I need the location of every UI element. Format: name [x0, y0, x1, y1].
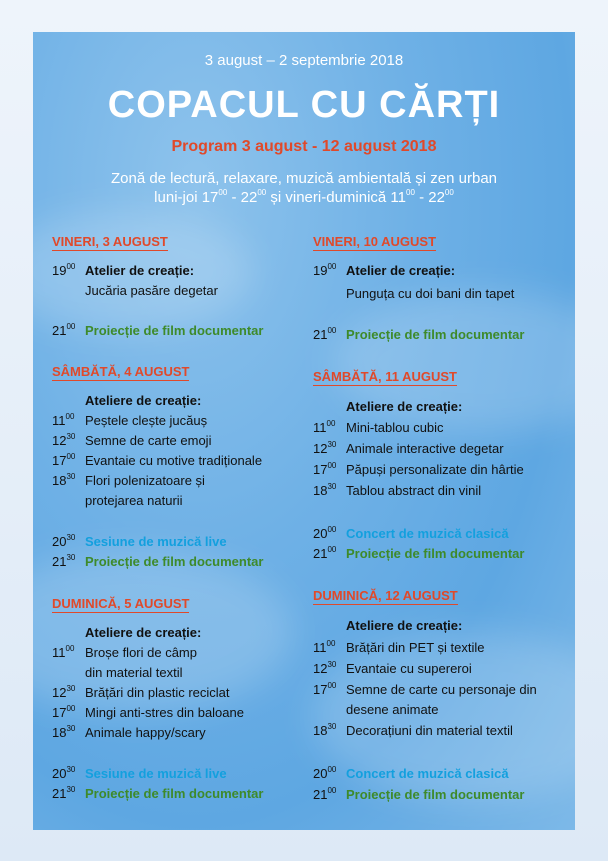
- activity: Brățări din PET și textile: [346, 640, 485, 655]
- time: [313, 766, 336, 781]
- activity: Sesiune de muzică live: [85, 534, 227, 549]
- activity: Concert de muzică clasică: [346, 526, 509, 541]
- time: [52, 685, 75, 700]
- time-minute: 00: [327, 545, 337, 554]
- hours-part: luni-joi 17: [154, 189, 219, 206]
- hours-part: și vineri-duminică 11: [266, 189, 406, 206]
- time: [52, 453, 75, 468]
- time: [52, 766, 75, 781]
- activity: Punguța cu doi bani din tapet: [346, 286, 515, 301]
- time-hour: 17: [313, 682, 328, 697]
- time: [52, 645, 74, 660]
- activity: Animale happy/scary: [85, 725, 206, 740]
- time-minute: 00: [327, 461, 337, 470]
- time-hour: 12: [313, 441, 328, 456]
- time-minute: 00: [326, 639, 336, 648]
- activity: Proiecție de film documentar: [346, 787, 525, 802]
- hours-sup: 00: [406, 188, 415, 197]
- time: [313, 640, 335, 655]
- time-minute: 30: [327, 660, 337, 669]
- time: [313, 441, 336, 456]
- activity: Brățări din plastic reciclat: [85, 685, 230, 700]
- activity: Proiecție de film documentar: [85, 554, 264, 569]
- time: [313, 723, 336, 738]
- program-range: Program 3 august - 12 august 2018: [171, 138, 437, 155]
- time-minute: 30: [66, 533, 76, 542]
- activity: Concert de muzică clasică: [346, 766, 509, 781]
- time-hour: 19: [52, 263, 67, 278]
- activity: Jucăria pasăre degetar: [85, 283, 218, 298]
- time-minute: 30: [327, 482, 337, 491]
- activity: Semne de carte cu personaje din: [346, 682, 537, 697]
- time: [313, 682, 336, 697]
- time: [52, 473, 75, 488]
- activity: Păpuși personalizate din hârtie: [346, 462, 524, 477]
- opening-hours: [33, 189, 575, 206]
- time-hour: 18: [52, 725, 67, 740]
- time: [313, 787, 336, 802]
- time-hour: 11: [313, 420, 327, 435]
- time-hour: 21: [313, 327, 328, 342]
- time-minute: 00: [66, 452, 76, 461]
- time-hour: 20: [313, 526, 328, 541]
- time-hour: 21: [313, 787, 328, 802]
- activity: Flori polenizatoare și: [85, 473, 205, 488]
- activity: Atelier de creație:: [85, 263, 195, 278]
- time-minute: 00: [66, 704, 76, 713]
- time-minute: 30: [66, 684, 76, 693]
- day-heading: VINERI, 10 AUGUST: [313, 234, 437, 249]
- activity: Proiecție de film documentar: [85, 786, 264, 801]
- time-minute: 30: [66, 553, 76, 562]
- day-heading: DUMINICĂ, 12 AUGUST: [313, 588, 458, 603]
- day-heading: DUMINICĂ, 5 AUGUST: [52, 596, 190, 611]
- time-minute: 00: [65, 644, 75, 653]
- time: [313, 420, 335, 435]
- activity: Ateliere de creație:: [346, 618, 463, 633]
- time-hour: 21: [52, 323, 67, 338]
- time-minute: 30: [327, 440, 337, 449]
- time-hour: 21: [52, 554, 67, 569]
- event-dates: 3 august – 2 septembrie 2018: [204, 52, 404, 69]
- time: [52, 323, 75, 338]
- activity: desene animate: [346, 702, 439, 717]
- activity: Proiecție de film documentar: [346, 546, 525, 561]
- time-hour: 17: [52, 453, 67, 468]
- time-hour: 20: [52, 534, 67, 549]
- time: [52, 263, 75, 278]
- time-minute: 00: [326, 419, 336, 428]
- activity: Semne de carte emoji: [85, 433, 212, 448]
- time: [52, 786, 75, 801]
- activity: Tablou abstract din vinil: [346, 483, 482, 498]
- time: [313, 327, 336, 342]
- time-hour: 18: [313, 483, 328, 498]
- time-hour: 21: [52, 786, 67, 801]
- hours-part: - 22: [414, 189, 445, 206]
- activity: Evantaie cu supereroi: [346, 661, 472, 676]
- time-minute: 30: [66, 765, 76, 774]
- time: [313, 263, 336, 278]
- time-hour: 11: [52, 645, 66, 660]
- time-hour: 20: [313, 766, 328, 781]
- hours-sup: 00: [257, 188, 267, 197]
- activity: Ateliere de creație:: [346, 399, 463, 414]
- time-hour: 11: [313, 640, 327, 655]
- activity: Evantaie cu motive tradiționale: [85, 453, 263, 468]
- time: [52, 705, 75, 720]
- time-minute: 00: [327, 765, 337, 774]
- time-hour: 18: [313, 723, 328, 738]
- time: [52, 725, 75, 740]
- time-hour: 20: [52, 766, 67, 781]
- activity: din material textil: [85, 665, 183, 680]
- time-hour: 11: [52, 413, 66, 428]
- time: [313, 526, 336, 541]
- time: [52, 534, 75, 549]
- hours-part: - 22: [227, 189, 258, 206]
- zone-description: Zonă de lectură, relaxare, muzică ambientală și zen urban: [110, 170, 498, 187]
- time: [52, 413, 74, 428]
- activity: Mini-tablou cubic: [346, 420, 444, 435]
- activity: Broșe flori de câmp: [85, 645, 197, 660]
- day-heading: SÂMBĂTĂ, 4 AUGUST: [52, 364, 190, 379]
- time: [313, 661, 336, 676]
- activity: Decorațiuni din material textil: [346, 723, 513, 738]
- activity: Ateliere de creație:: [85, 625, 202, 640]
- activity: Proiecție de film documentar: [85, 323, 264, 338]
- time-hour: 19: [313, 263, 328, 278]
- time-minute: 30: [66, 724, 76, 733]
- poster: [33, 32, 575, 830]
- time-minute: 30: [66, 785, 76, 794]
- time-minute: 00: [65, 412, 75, 421]
- time-hour: 12: [313, 661, 328, 676]
- day-heading: VINERI, 3 AUGUST: [52, 234, 168, 249]
- time-minute: 00: [327, 262, 337, 271]
- time-minute: 00: [327, 326, 337, 335]
- time: [313, 546, 336, 561]
- activity: protejarea naturii: [85, 493, 183, 508]
- time: [313, 462, 336, 477]
- activity: Ateliere de creație:: [85, 393, 202, 408]
- time: [313, 483, 336, 498]
- activity: Atelier de creație:: [346, 263, 456, 278]
- time: [52, 554, 75, 569]
- activity: Mingi anti-stres din baloane: [85, 705, 244, 720]
- activity: Animale interactive degetar: [346, 441, 504, 456]
- day-heading: SÂMBĂTĂ, 11 AUGUST: [313, 369, 457, 384]
- time-minute: 00: [327, 525, 337, 534]
- time-minute: 30: [66, 472, 76, 481]
- time-hour: 12: [52, 433, 67, 448]
- time-minute: 00: [66, 262, 76, 271]
- time-hour: 17: [313, 462, 328, 477]
- time-hour: 12: [52, 685, 67, 700]
- event-title: COPACUL CU CĂRȚI: [107, 84, 501, 126]
- time-minute: 30: [66, 432, 76, 441]
- hours-sup: 00: [444, 188, 454, 197]
- time-hour: 18: [52, 473, 67, 488]
- time-minute: 00: [327, 681, 337, 690]
- activity: Peștele clește jucăuș: [85, 413, 208, 428]
- activity: Sesiune de muzică live: [85, 766, 227, 781]
- time: [52, 433, 75, 448]
- time-hour: 21: [313, 546, 328, 561]
- hours-sup: 00: [218, 188, 228, 197]
- time-minute: 00: [66, 322, 76, 331]
- time-minute: 00: [327, 786, 337, 795]
- activity: Proiecție de film documentar: [346, 327, 525, 342]
- time-hour: 17: [52, 705, 67, 720]
- time-minute: 30: [327, 722, 337, 731]
